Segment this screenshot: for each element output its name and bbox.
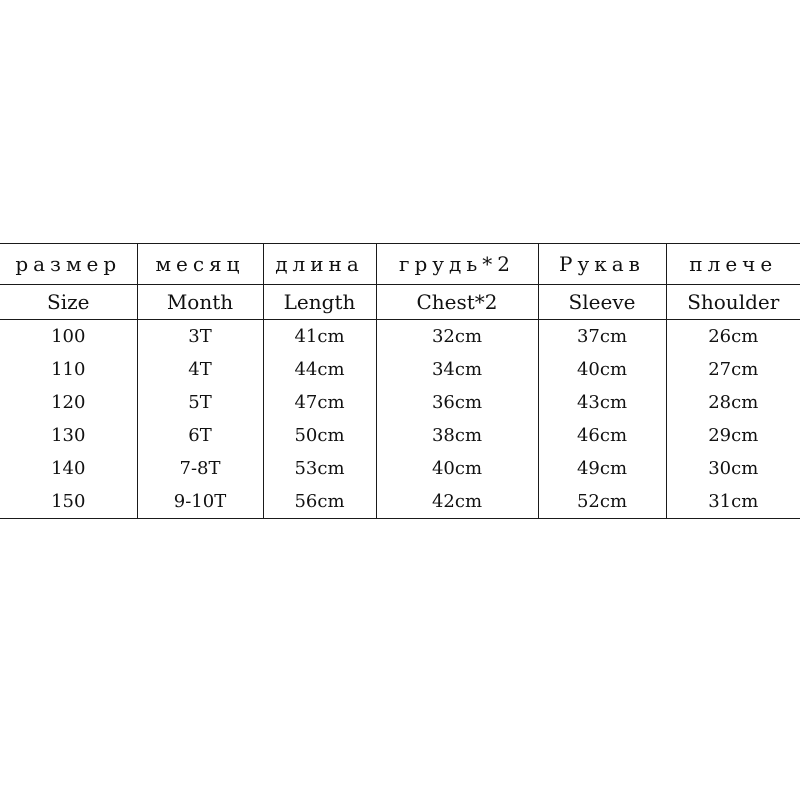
cell-size: 110 — [0, 353, 137, 386]
cell-month: 9-10T — [137, 485, 263, 519]
cell-chest: 42cm — [376, 485, 538, 519]
cell-month: 5T — [137, 386, 263, 419]
cell-shoulder: 29cm — [666, 419, 800, 452]
cell-size: 120 — [0, 386, 137, 419]
header-length: Length — [263, 285, 376, 320]
cell-chest: 40cm — [376, 452, 538, 485]
table-row — [0, 419, 800, 452]
cell-size: 100 — [0, 320, 137, 354]
cell-length: 41cm — [263, 320, 376, 354]
cell-chest: 38cm — [376, 419, 538, 452]
header-chest-ru: грудь*2 — [376, 244, 538, 285]
cell-month: 6T — [137, 419, 263, 452]
header-size-ru: размер — [0, 244, 137, 285]
cell-length: 47cm — [263, 386, 376, 419]
cell-chest: 34cm — [376, 353, 538, 386]
table-row — [0, 353, 800, 386]
table-row — [0, 320, 800, 354]
table-row — [0, 386, 800, 419]
header-chest: Chest*2 — [376, 285, 538, 320]
cell-month: 7-8T — [137, 452, 263, 485]
cell-length: 56cm — [263, 485, 376, 519]
header-length-ru: длина — [263, 244, 376, 285]
cell-month: 4T — [137, 353, 263, 386]
table-row — [0, 485, 800, 519]
cell-shoulder: 27cm — [666, 353, 800, 386]
cell-sleeve: 37cm — [538, 320, 666, 354]
cell-shoulder: 30cm — [666, 452, 800, 485]
header-month: Month — [137, 285, 263, 320]
header-shoulder-ru: плече — [666, 244, 800, 285]
table-row — [0, 452, 800, 485]
cell-sleeve: 46cm — [538, 419, 666, 452]
cell-chest: 32cm — [376, 320, 538, 354]
cell-size: 130 — [0, 419, 137, 452]
cell-sleeve: 40cm — [538, 353, 666, 386]
cell-sleeve: 49cm — [538, 452, 666, 485]
header-size: Size — [0, 285, 137, 320]
english-header-row — [0, 285, 800, 320]
cell-sleeve: 52cm — [538, 485, 666, 519]
cell-length: 53cm — [263, 452, 376, 485]
header-shoulder: Shoulder — [666, 285, 800, 320]
header-sleeve-ru: Рукав — [538, 244, 666, 285]
cell-size: 150 — [0, 485, 137, 519]
header-month-ru: месяц — [137, 244, 263, 285]
cell-length: 50cm — [263, 419, 376, 452]
cell-chest: 36cm — [376, 386, 538, 419]
header-sleeve: Sleeve — [538, 285, 666, 320]
cell-size: 140 — [0, 452, 137, 485]
russian-header-row — [0, 244, 800, 285]
cell-sleeve: 43cm — [538, 386, 666, 419]
cell-month: 3T — [137, 320, 263, 354]
cell-shoulder: 31cm — [666, 485, 800, 519]
cell-shoulder: 26cm — [666, 320, 800, 354]
cell-shoulder: 28cm — [666, 386, 800, 419]
cell-length: 44cm — [263, 353, 376, 386]
size-chart-table — [0, 243, 800, 519]
